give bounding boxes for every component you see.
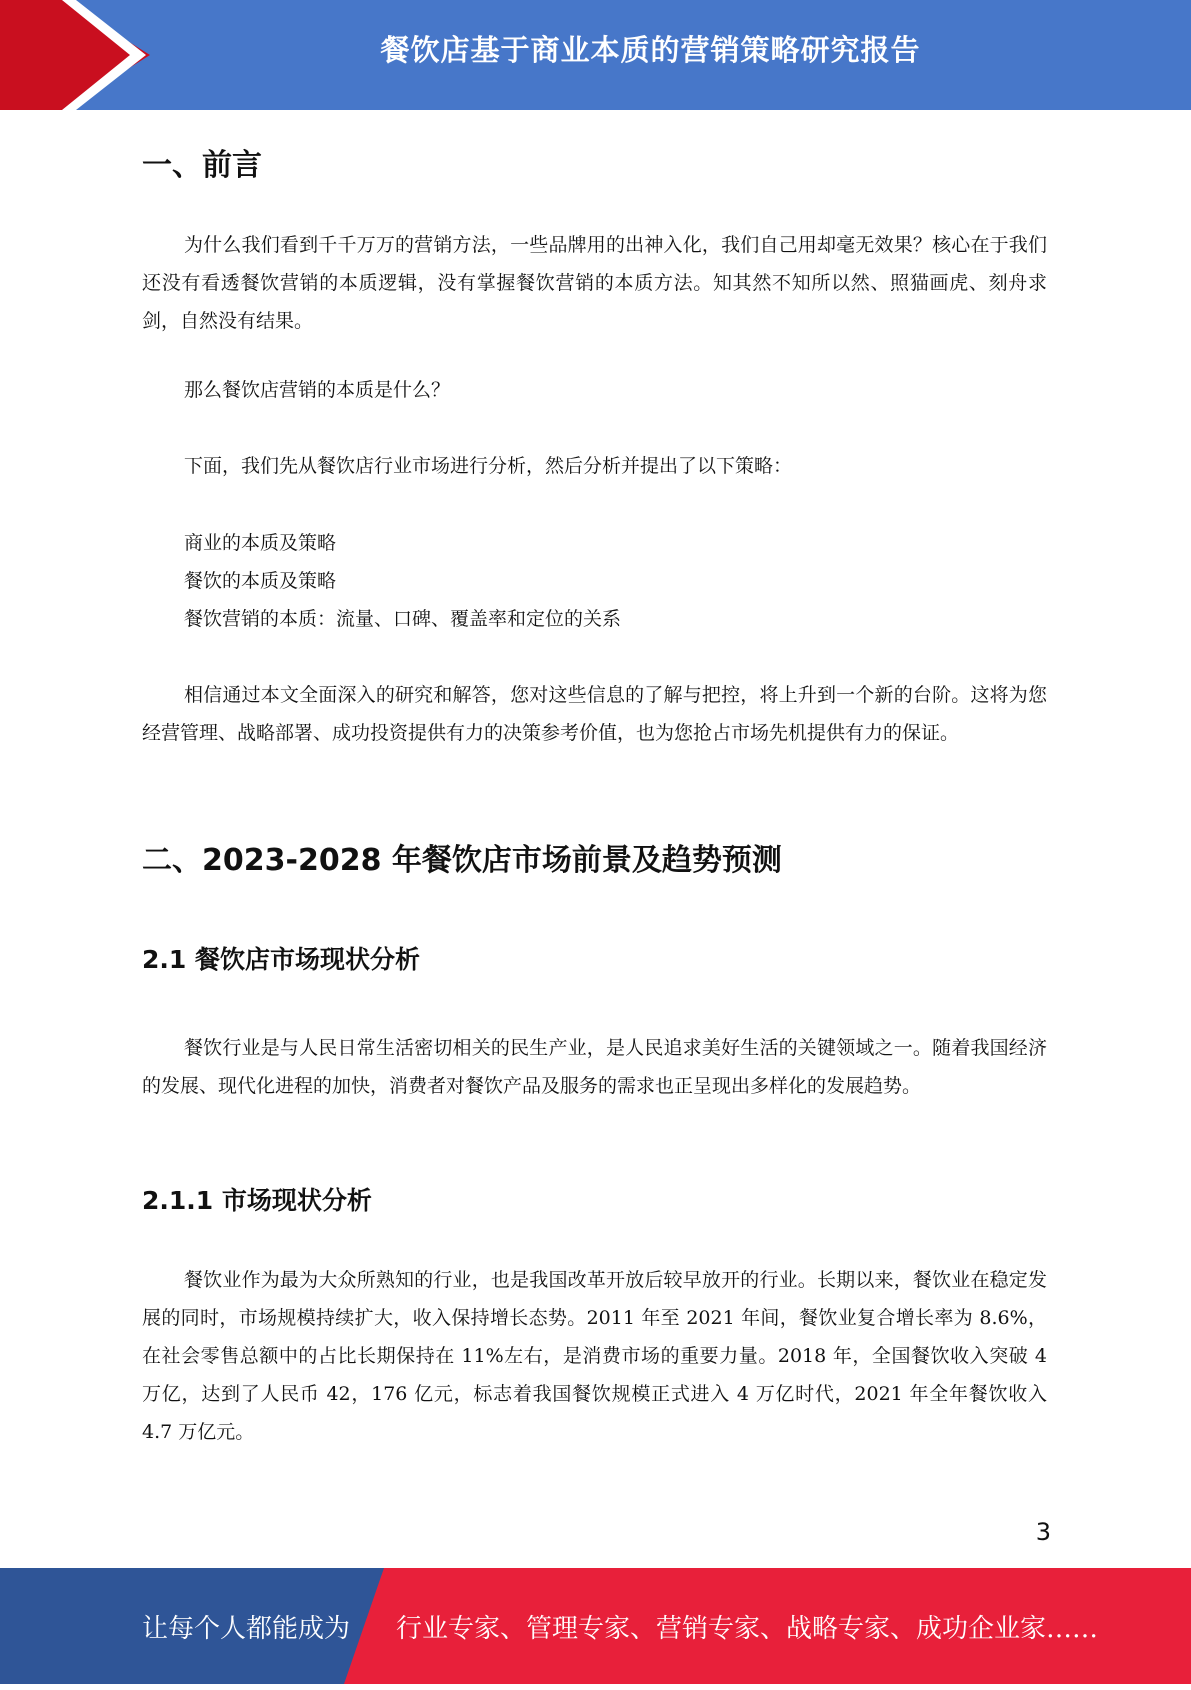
- list-item: 餐饮的本质及策略: [184, 570, 337, 592]
- preface-paragraph-3: 下面，我们先从餐饮店行业市场进行分析，然后分析并提出了以下策略：: [184, 455, 793, 477]
- footer-slogan-left: 让每个人都能成为: [142, 1614, 351, 1644]
- footer-slogan-right: 行业专家、管理专家、营销专家、战略专家、成功企业家……: [396, 1614, 1099, 1644]
- report-title: 餐饮店基于商业本质的营销策略研究报告: [380, 33, 921, 67]
- section-heading-preface: 一、前言: [142, 148, 262, 183]
- preface-paragraph-1: 为什么我们看到千千万万的营销方法，一些品牌用的出神入化，我们自己用却毫无效果？核心在于我们还没有看透餐饮营销的本质逻辑，没有掌握餐饮营销的本质方法。知其然不知所以然、照猫画虎、刻舟求剑，自然没有结果。: [142, 234, 1047, 332]
- list-item: 餐饮营销的本质：流量、口碑、覆盖率和定位的关系: [184, 608, 622, 630]
- subsection-heading-2-1-1: 2.1.1 市场现状分析: [142, 1186, 372, 1215]
- subsection-paragraph-2-1: 餐饮行业是与人民日常生活密切相关的民生产业，是人民追求美好生活的关键领域之一。随着我国经济的发展、现代化进程的加快，消费者对餐饮产品及服务的需求也正呈现出多样化的发展趋势。: [142, 1037, 1047, 1097]
- preface-paragraph-4: 相信通过本文全面深入的研究和解答，您对这些信息的了解与把控，将上升到一个新的台阶。这将为您经营管理、战略部署、成功投资提供有力的决策参考价值，也为您抢占市场先机提供有力的保证。: [142, 684, 1047, 744]
- section-heading-market-outlook: 二、2023-2028 年餐饮店市场前景及趋势预测: [142, 843, 782, 878]
- subsection-paragraph-2-1-1: 餐饮业作为最为大众所熟知的行业，也是我国改革开放后较早放开的行业。长期以来，餐饮业在稳定发展的同时，市场规模持续扩大，收入保持增长态势。2011 年至 2021 年间，餐饮业复合增长率为 8.6%，在社会零售总额中的占比长期保持在 11%左右，是消费市场的重要力量。2018 年，全国餐饮收入突破 4 万亿，达到了人民币 42，176 亿元，标志着我国餐饮规模正式进入 4 万亿时代，2021 年全年餐饮收入 4.7 万亿元。: [142, 1269, 1047, 1443]
- page-number: 3: [1035, 1518, 1051, 1546]
- page-footer: [0, 1568, 1191, 1684]
- subsection-heading-2-1: 2.1 餐饮店市场现状分析: [142, 945, 420, 974]
- preface-paragraph-2: 那么餐饮店营销的本质是什么？: [184, 379, 451, 401]
- list-item: 商业的本质及策略: [184, 532, 337, 554]
- page-header: [0, 0, 1191, 110]
